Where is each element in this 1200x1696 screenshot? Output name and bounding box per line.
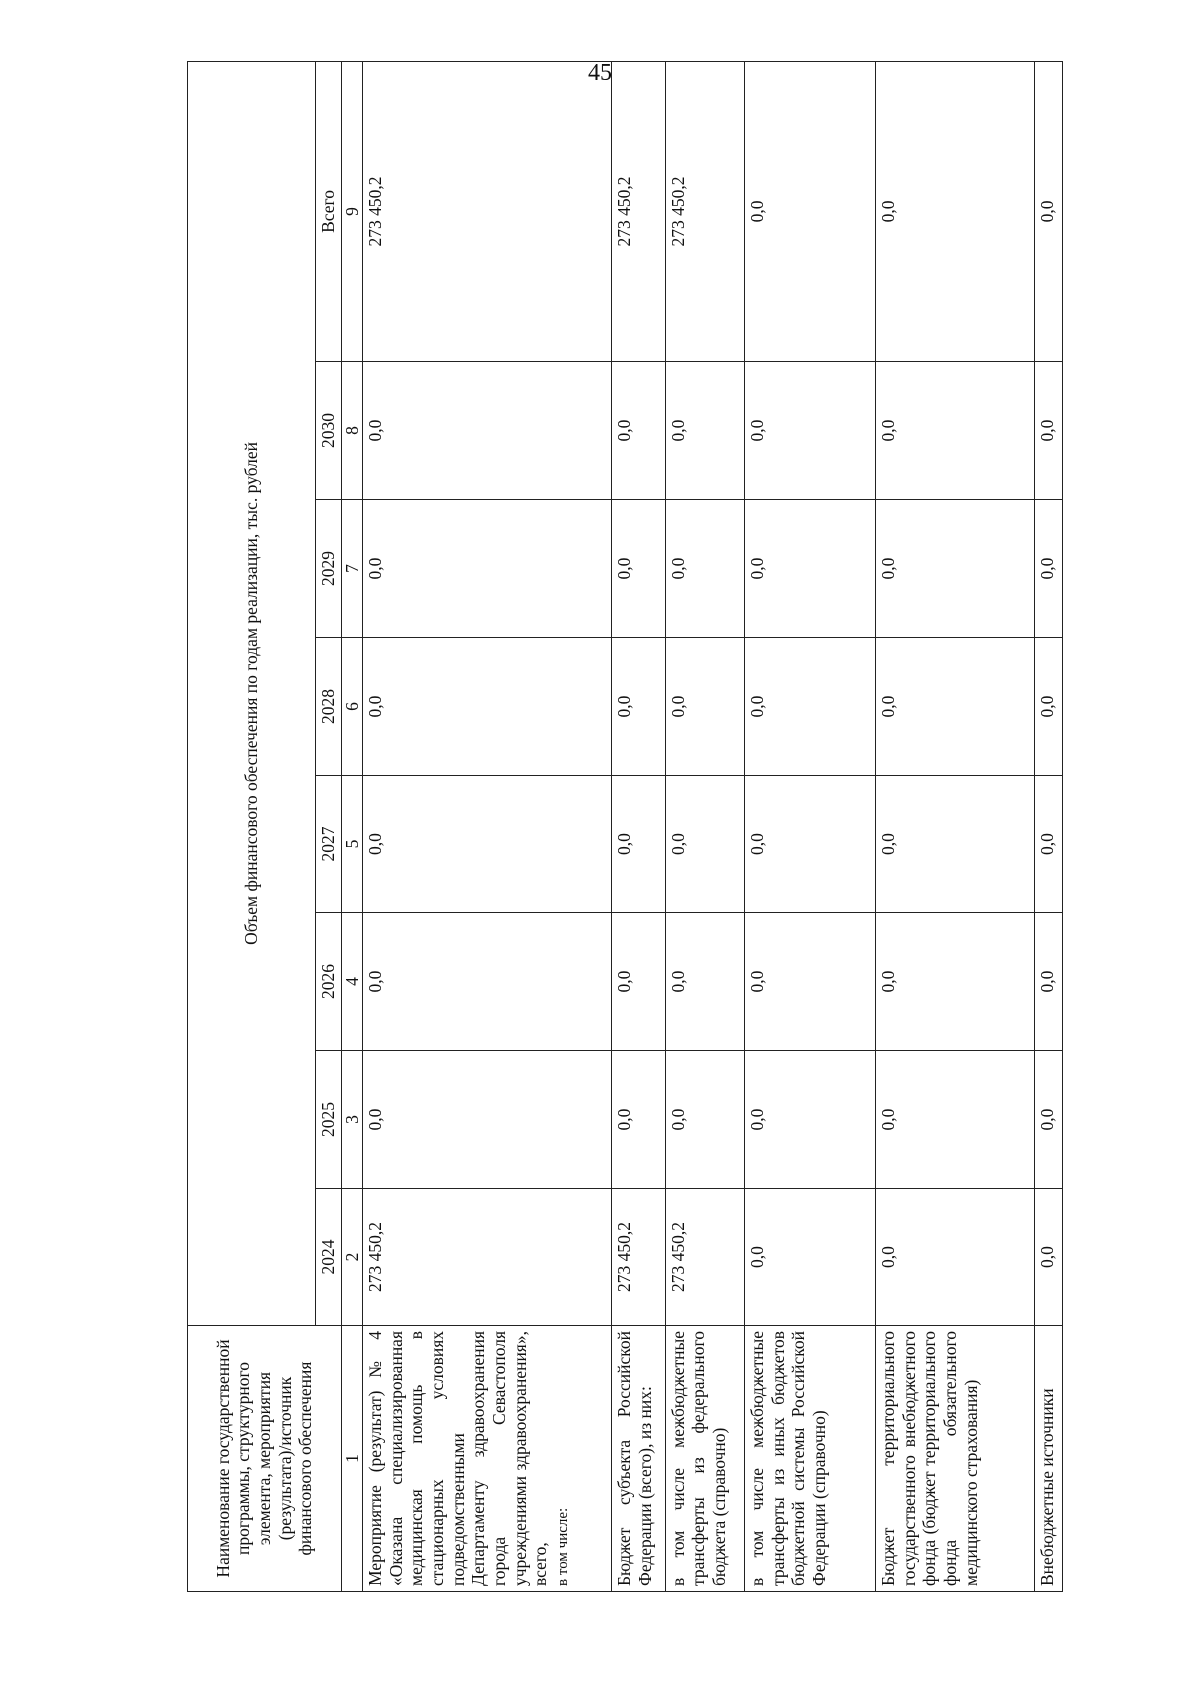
- table-row: [1035, 61, 1063, 1591]
- value-cell: 0,0: [612, 776, 666, 913]
- volume-caption: Объем финансового обеспечения по годам реализации, тыс. рублей: [188, 61, 316, 1325]
- value-cell: 0,0: [1035, 500, 1063, 638]
- total-cell: 0,0: [745, 61, 876, 361]
- value-cell: 0,0: [665, 776, 744, 913]
- column-index: 3: [341, 1051, 362, 1189]
- financing-table: [187, 61, 1063, 1592]
- value-cell: 0,0: [612, 913, 666, 1051]
- value-cell: 0,0: [876, 638, 1035, 776]
- value-cell: 0,0: [1035, 776, 1063, 913]
- value-cell: 0,0: [612, 362, 666, 500]
- column-index: 1: [341, 1326, 362, 1592]
- value-cell: 0,0: [1035, 638, 1063, 776]
- row-name: в том числе межбюджетные трансферты из иных бюджетов бюджетной системы Российской Федерации (справочно): [745, 1326, 876, 1592]
- table-row: [363, 61, 612, 1591]
- value-cell: 0,0: [876, 1189, 1035, 1326]
- total-cell: 273 450,2: [665, 61, 744, 361]
- value-cell: 273 450,2: [612, 1189, 666, 1326]
- column-index: 6: [341, 638, 362, 776]
- value-cell: 0,0: [745, 776, 876, 913]
- table-row: [876, 61, 1035, 1591]
- value-cell: 0,0: [665, 1051, 744, 1189]
- value-cell: 0,0: [363, 1051, 612, 1189]
- total-cell: 0,0: [876, 61, 1035, 361]
- column-index: 5: [341, 776, 362, 913]
- column-index: 4: [341, 913, 362, 1051]
- value-cell: 0,0: [745, 362, 876, 500]
- value-cell: 0,0: [612, 1051, 666, 1189]
- value-cell: 0,0: [612, 638, 666, 776]
- row-name: Бюджет территориального государственного внебюджетного фонда (бюджет территориального фонда обязательного медицинского страхования): [876, 1326, 1035, 1592]
- table-row: [745, 61, 876, 1591]
- year-header: 2029: [316, 500, 342, 638]
- value-cell: 0,0: [745, 1051, 876, 1189]
- value-cell: 0,0: [745, 500, 876, 638]
- value-cell: 0,0: [745, 1189, 876, 1326]
- year-header: 2026: [316, 913, 342, 1051]
- total-cell: 0,0: [1035, 61, 1063, 361]
- column-index: 8: [341, 362, 362, 500]
- value-cell: 0,0: [363, 776, 612, 913]
- year-header: 2025: [316, 1051, 342, 1189]
- column-index: 2: [341, 1189, 362, 1326]
- value-cell: 0,0: [363, 638, 612, 776]
- name-column-header: Наименование государственной программы, структурного элемента, мероприятия (результата)/источник финансового обеспечения: [188, 1326, 342, 1592]
- value-cell: 0,0: [665, 913, 744, 1051]
- year-header: 2027: [316, 776, 342, 913]
- value-cell: 0,0: [363, 362, 612, 500]
- value-cell: 0,0: [612, 500, 666, 638]
- table-row: [665, 61, 744, 1591]
- value-cell: 273 450,2: [665, 1189, 744, 1326]
- year-header: 2030: [316, 362, 342, 500]
- value-cell: 0,0: [363, 913, 612, 1051]
- value-cell: 0,0: [1035, 362, 1063, 500]
- value-cell: 0,0: [745, 638, 876, 776]
- year-header: 2028: [316, 638, 342, 776]
- value-cell: 0,0: [876, 913, 1035, 1051]
- value-cell: 0,0: [665, 500, 744, 638]
- value-cell: 0,0: [876, 500, 1035, 638]
- page-number: 45: [588, 60, 612, 86]
- value-cell: 0,0: [1035, 1189, 1063, 1326]
- value-cell: 0,0: [665, 638, 744, 776]
- year-header: 2024: [316, 1189, 342, 1326]
- value-cell: 0,0: [665, 362, 744, 500]
- total-cell: 273 450,2: [363, 61, 612, 361]
- row-name-text: Мероприятие (результат) № 4 «Оказана специализированная медицинская помощь в стационарных условиях подведомственными Департаменту здравоохранения города Севастополя учреждениями здравоохранения», всего,: [365, 1331, 551, 1586]
- table-row: [612, 61, 666, 1591]
- column-index: 9: [341, 61, 362, 361]
- value-cell: 0,0: [1035, 1051, 1063, 1189]
- value-cell: 273 450,2: [363, 1189, 612, 1326]
- column-index: 7: [341, 500, 362, 638]
- row-name-note: в том числе:: [554, 1507, 571, 1586]
- row-name: Бюджет субъекта Российской Федерации (всего), из них:: [612, 1326, 666, 1592]
- rotated-table-wrapper: [187, 122, 1063, 1592]
- value-cell: 0,0: [876, 362, 1035, 500]
- value-cell: 0,0: [363, 500, 612, 638]
- row-name: [363, 1326, 612, 1592]
- total-header: Всего: [316, 61, 342, 361]
- row-name: в том числе межбюджетные трансферты из федерального бюджета (справочно): [665, 1326, 744, 1592]
- row-name: Внебюджетные источники: [1035, 1326, 1063, 1592]
- value-cell: 0,0: [876, 776, 1035, 913]
- value-cell: 0,0: [1035, 913, 1063, 1051]
- value-cell: 0,0: [876, 1051, 1035, 1189]
- total-cell: 273 450,2: [612, 61, 666, 361]
- value-cell: 0,0: [745, 913, 876, 1051]
